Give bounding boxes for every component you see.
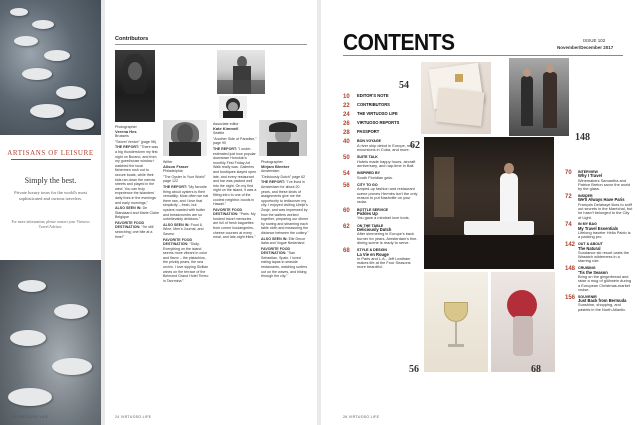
- toc-item[interactable]: 148 CRUISING 'Tis the Season Bring on the gingerbread and raise a mug of glühwein during a European Christmas-market cruise.: [565, 266, 631, 292]
- photo-kate-kimmell: [217, 50, 265, 94]
- toc-right-column: [565, 170, 633, 314]
- ad-body: Private luxury tours for the world's most sophisticated and curious travelers.: [14, 190, 87, 201]
- pebbles-photo-bottom: [0, 260, 101, 425]
- toc-item[interactable]: 28 PASSPORT: [343, 129, 380, 137]
- page-ref-68: 68: [531, 364, 541, 375]
- contributors-page: [105, 0, 317, 425]
- ad-text-box: [0, 135, 101, 260]
- contributor-alison: Writer Alison Fraser Philadelphia "The Oyster Is Your World" page 122 THE REPORT: "My favorite thing about oysters is their versatility. Most often we eat them raw, and I love that simplicity – fresh, but oysters roasted with butter and breadcrumbs are so unbelievably delicious." ALSO SEEN IN: Food & Wine, Men's Journal, and Saveur FAVORITE FOOD DESTINATION: "Sicily. Everything on the island seems more vibrant in color and flavor – the pistachios, the prickly pears, the sea urchin. I love sipping Sicilian wines on the terrace of the Belmond Grand Hotel Timeo in Taormina.": [163, 160, 209, 283]
- page-ref-62: 62: [410, 140, 420, 151]
- contributor-verena: Photographer Verena Hes Brussels "Secret Venice" (page 96) THE REPORT: "There was a big thunderstorm my first night on Burano, and from my guesthouse window I watched the local fishermen rush out to secure boats, while their kids ran down the narrow streets and played in the wind. You can truly experience the islanders' daily lives in the evenings and early mornings." ALSO SEEN IN: De Standaard and Marie Claire Belgique FAVORITE FOOD DESTINATION: "I'm still searching; one bite at a time!": [115, 125, 159, 239]
- photo-mirjam-bleeker: [259, 120, 307, 156]
- contents-page: [321, 0, 637, 425]
- toc-left-column: [343, 94, 419, 273]
- toc-item[interactable]: 40 BON VOYAGE A river ship debut in Europe, new excursions in Cuba, and more.: [343, 139, 415, 153]
- toc-item[interactable]: 62 ON THE TABLE Deliciously Dutch After simmering in Europe's back burner for years, Amsterdam's fine-dining scene is ready to serve.: [343, 223, 418, 245]
- page-title: Contributors: [115, 36, 149, 42]
- folio: 22 VIRTUOSO LIFE: [12, 415, 49, 419]
- photo-cocktail: [424, 272, 488, 372]
- photo-verena-hes: [115, 50, 155, 122]
- issue-date: November/December 2017: [557, 45, 614, 50]
- toc-item[interactable]: 142 OUT & ABOUT The Natural Sundance ski resort casts the Wasatch wilderness in a starring role.: [565, 242, 630, 264]
- ad-headline: Simply the best.: [24, 176, 77, 185]
- toc-item[interactable]: 74 IN MY BAG My Travel Essentials Lifelong traveler Hélia Pablo is a packing pro.: [565, 222, 631, 240]
- ad-page: [0, 0, 101, 425]
- toc-item[interactable]: 22 CONTRIBUTORS: [343, 102, 390, 110]
- page-title: CONTENTS: [343, 30, 455, 56]
- toc-item[interactable]: 70 INTERVIEW Why I Travel Winemakers Samantha and Patrice Breton savor the world by the glass.: [565, 170, 631, 192]
- brand-logo: ARTISANS OF LEISURE: [7, 149, 94, 157]
- photo-envelope: [421, 62, 491, 134]
- page-ref-54: 54: [399, 80, 409, 91]
- photo-paris-couple: [509, 58, 569, 136]
- toc-item[interactable]: 10 EDITOR'S NOTE: [343, 93, 389, 100]
- toc-item[interactable]: 24 THE VIRTUOSO LIFE: [343, 111, 398, 119]
- toc-item[interactable]: 26 VIRTUOSO REPORTS: [343, 120, 400, 128]
- photo-dining-room: [424, 137, 554, 269]
- toc-item[interactable]: 54 INSPIRED BY South Floridian gala.: [343, 171, 393, 180]
- photo-alison-fraser: [163, 120, 207, 156]
- folio: 24 VIRTUOSO LIFE: [115, 415, 152, 419]
- toc-item[interactable]: 72 INSIDER We'll Always Have Paris François Delahaye likes to sniff out secrets in the Maréchal, but he hasn't belonged to the City of Light.: [565, 194, 633, 220]
- ad-contact: For more information, please contact your Virtuoso Travel Advisor.: [11, 220, 90, 229]
- toc-item[interactable]: 60 BOTTLE SERVICE Pickles Up You gave a mindset love tools.: [343, 207, 410, 221]
- photo-floral: [491, 272, 555, 372]
- toc-item[interactable]: 56 CITY TO GO Amped-up fashion and restaurant scene proves Hermès isn't the only reason to put Nashville on your radar.: [343, 183, 418, 205]
- contributor-kate: Associate editor Kate Kimmell Seattle "Another Side of Paradise," page 90 THE REPORT: "I under-estimated just how popular downtown Honolulu's monthly First Friday Art Walk really was. Galleries and boutiques stayed open late, and every restaurant and bar was packed well into the night. On my first night on the island, it was a fitting intro to one of the coolest neighbor-hoods in Hawaii." FAVORITE FOOD DESTINATION: "Paris. My fondest travel memories are full of fresh baguettes from corner boulangeries, cheese courses at every meal, and late-night frites.": [213, 122, 257, 240]
- photo-kate-portrait: [219, 96, 247, 118]
- page-ref-56: 56: [409, 364, 419, 375]
- issue-number: ISSUE 102: [583, 38, 606, 43]
- pebbles-photo-top: [0, 0, 101, 135]
- toc-item[interactable]: 68 STYLE & DESIGN La Vie en Rouge In Paris and L.A., Jeff Leatham makes life at the Four Seasons more beautiful.: [343, 248, 411, 270]
- toc-item[interactable]: 156 SOUVENIR Just Back from Bermuda Sunshine, shopping, and pastels in the North Atlantic.: [565, 294, 627, 312]
- page-ref-148: 148: [575, 132, 590, 143]
- folio: 26 VIRTUOSO LIFE: [343, 415, 380, 419]
- toc-item[interactable]: 50 SUITE TALK Hotels made happy hours, aircraft anniversary, and nap-time in Bali.: [343, 155, 416, 169]
- contributor-mirjam: Photographer Mirjam Bleeker Amsterdam "Deliciously Dutch" page 62 THE REPORT: "I've lived in Amsterdam for about 20 years, and these kinds of assignments give me the opportunity to rediscover my city. I enjoyed visiting Librije's Zusje, and was impressed by how the waiters worked together, preparing our dinner by rowing and steaming each table cloth and measuring the distance between the cutlery." ALSO SEEN IN: Elle Decor Italia and Vogue Nederland FAVORITE FOOD DESTINATION: "San Sebastian, Spain. I loved eating tapas in seaside restaurants, watching surfers out on the waves, and biking through the city.": [261, 160, 309, 279]
